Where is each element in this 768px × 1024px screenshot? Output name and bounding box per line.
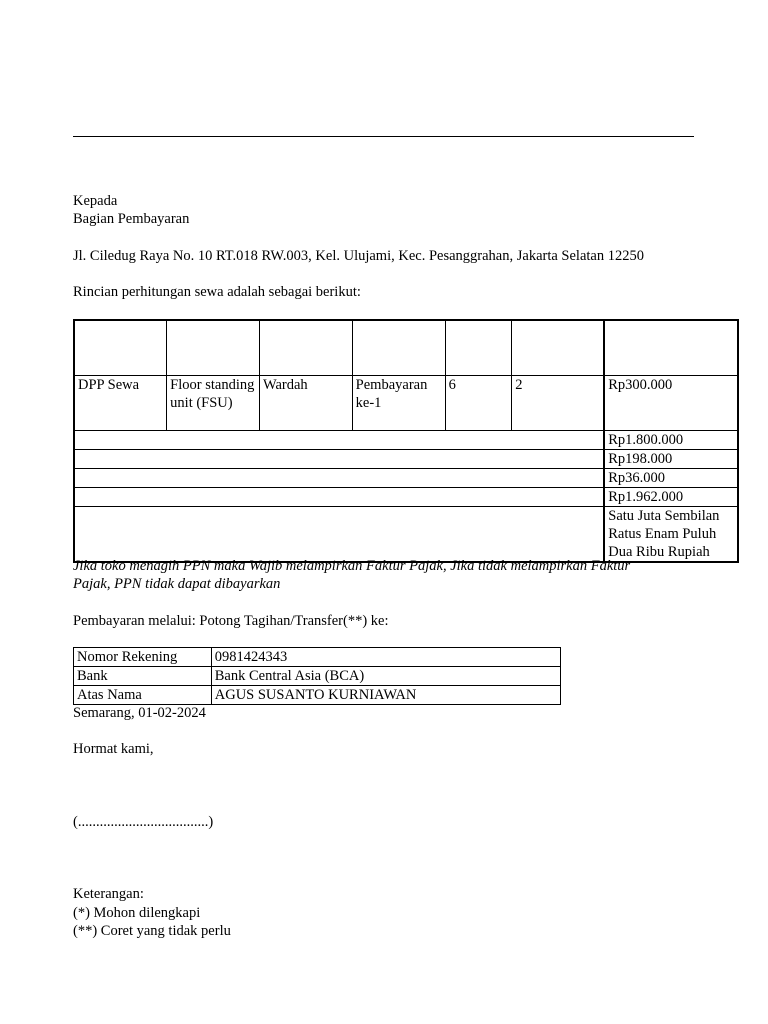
recipient-department: Bagian Pembayaran xyxy=(73,211,190,227)
total-row xyxy=(74,430,738,449)
header-cell xyxy=(167,320,260,375)
total-row xyxy=(74,487,738,506)
bank-row-name xyxy=(74,686,561,705)
total-row xyxy=(74,449,738,468)
unit-cell: Floor standing unit (FSU) xyxy=(167,375,260,430)
address: Jl. Ciledug Raya No. 10 RT.018 RW.003, Kel. Ulujami, Kec. Pesanggrahan, Jakarta Selatan 12250 xyxy=(73,248,644,264)
qty-a-cell: 6 xyxy=(445,375,512,430)
header-cell xyxy=(74,320,167,375)
ppn-note-line-1: Jika toko menagih PPN maka Wajib melampirkan Faktur Pajak, Jika tidak melampirkan Faktur xyxy=(73,558,631,574)
ppn-note-line-2: Pajak, PPN tidak dapat dibayarkan xyxy=(73,576,281,592)
header-cell xyxy=(512,320,605,375)
bank-label: Nomor Rekening xyxy=(74,648,212,667)
bank-label: Bank xyxy=(74,667,212,686)
in-words-label-cell xyxy=(74,506,604,562)
table-header-row xyxy=(74,320,738,375)
note-item: (**) Coret yang tidak perlu xyxy=(73,923,231,939)
closing: Hormat kami, xyxy=(73,741,154,757)
bank-value: Bank Central Asia (BCA) xyxy=(211,667,560,686)
header-cell xyxy=(604,320,738,375)
total-label-cell xyxy=(74,449,604,468)
header-cell xyxy=(352,320,445,375)
signature-placeholder: (....................................) xyxy=(73,814,214,830)
bank-value: AGUS SUSANTO KURNIAWAN xyxy=(211,686,560,705)
bank-row-bank xyxy=(74,667,561,686)
payment-cell: Pembayaran ke-1 xyxy=(352,375,445,430)
place-date: Semarang, 01-02-2024 xyxy=(73,705,206,721)
intro-text: Rincian perhitungan sewa adalah sebagai berikut: xyxy=(73,284,361,300)
notes-title: Keterangan: xyxy=(73,886,144,902)
brand-cell: Wardah xyxy=(259,375,352,430)
total-row xyxy=(74,468,738,487)
item-cell: DPP Sewa xyxy=(74,375,167,430)
payment-method: Pembayaran melalui: Potong Tagihan/Transfer(**) ke: xyxy=(73,613,389,629)
total-value-cell: Rp36.000 xyxy=(604,468,738,487)
qty-b-cell: 2 xyxy=(512,375,605,430)
rental-table xyxy=(73,319,739,563)
table-row xyxy=(74,375,738,430)
amount-cell: Rp300.000 xyxy=(604,375,738,430)
bank-value: 0981424343 xyxy=(211,648,560,667)
bank-row-account xyxy=(74,648,561,667)
total-value-cell: Rp1.800.000 xyxy=(604,430,738,449)
header-rule xyxy=(73,136,694,137)
in-words-cell: Satu Juta Sembilan Ratus Enam Puluh Dua Ribu Rupiah xyxy=(604,506,738,562)
total-label-cell xyxy=(74,487,604,506)
total-value-cell: Rp198.000 xyxy=(604,449,738,468)
note-item: (*) Mohon dilengkapi xyxy=(73,905,201,921)
in-words-row xyxy=(74,506,738,562)
bank-table xyxy=(73,647,561,705)
to-label: Kepada xyxy=(73,193,118,209)
header-cell xyxy=(259,320,352,375)
header-cell xyxy=(445,320,512,375)
bank-label: Atas Nama xyxy=(74,686,212,705)
total-label-cell xyxy=(74,430,604,449)
total-label-cell xyxy=(74,468,604,487)
total-value-cell: Rp1.962.000 xyxy=(604,487,738,506)
